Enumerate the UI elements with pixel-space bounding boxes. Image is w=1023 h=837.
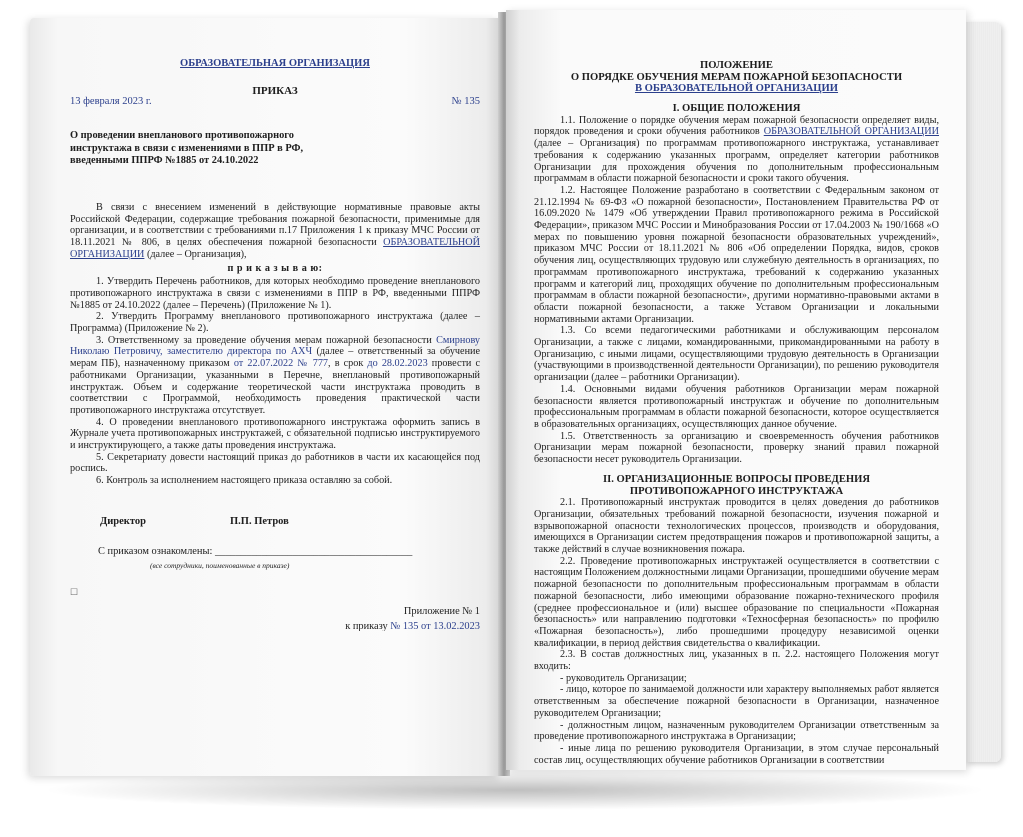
item3-text: , в срок	[328, 358, 364, 370]
title-org: В ОБРАЗОВАТЕЛЬНОЙ ОРГАНИЗАЦИИ	[634, 83, 839, 94]
para-1-3: 1.3. Со всеми педагогическими работниками и обслуживающим персоналом Организации, а также с лицами, командированными, прикомандированными на работу в Организацию, с иными лицами, осуществляющими трудовую деятельность в Организации (участвующими в производственной деятельности Организации), по решению руководителя организации (далее – работники Организации).	[534, 325, 939, 384]
para-1-1	[534, 115, 939, 185]
director-name: П.П. Петров	[230, 516, 289, 527]
appointment-order: от 22.07.2022 № 777	[233, 358, 329, 370]
order-word: п р и к а з ы в а ю:	[227, 262, 323, 274]
appendix-ref	[70, 621, 480, 631]
subject-line: О проведении внепланового противопожарного	[70, 130, 294, 141]
page-stack	[965, 22, 1001, 762]
regulation-body	[534, 103, 939, 766]
para-text: (далее – Организация) по программам противопожарного инструктажа, устанавливает требования к содержанию указанных программ, определяет категории работников Организации для прохождения обучения по дополнительным профессиональным программам в области пожарной безопасности и сроки такого обучения.	[534, 138, 939, 185]
left-page	[30, 18, 500, 776]
section-2-heading-line2: ПРОТИВОПОЖАРНОГО ИНСТРУКТАЖА	[629, 485, 844, 497]
order-subject	[70, 130, 480, 168]
para-2-3: 2.3. В состав должностных лиц, указанных в п. 2.2. настоящего Положения могут входить:	[534, 649, 939, 673]
para-2-2: 2.2. Проведение противопожарных инструктажей осуществляется в соответствии с настоящим Положением должностными лицами Организации, прошедшими обучение мерам пожарной безопасности по дополнительным профессиональным программам в области пожарной безопасности, либо имеющими образование пожарно-технического профиля (среднее профессиональное и (или) высшее образование по специальности «Пожарная безопасность» или направлению подготовки «Техносферная безопасность» по профилю «Пожарная безопасность»), либо прошедшими процедуру независимой оценки квалификации, в период действия свидетельства о квалификации.	[534, 555, 939, 649]
intro-paragraph	[70, 202, 480, 261]
para-1-4: 1.4. Основными видами обучения работников Организации мерам пожарной безопасности является противопожарный инструктаж и обучение по дополнительным профессиональным программам в области пожарной безопасности, которое осуществляется в образовательных организациях, осуществляющих данное обучение.	[534, 383, 939, 430]
acquainted-note: (все сотрудники, поименованные в приказе)	[150, 561, 290, 570]
title-line: ПОЛОЖЕНИЕ	[700, 60, 773, 71]
para-1-5: 1.5. Ответственность за организацию и своевременность обучения работников Организации мерам пожарной безопасности, проверку знаний правил пожарной безопасности несет руководитель Организации.	[534, 430, 939, 466]
section-1-heading: I. ОБЩИЕ ПОЛОЖЕНИЯ	[672, 103, 801, 114]
list-item: - руководитель Организации;	[560, 672, 687, 684]
responsible-person: Смирнову Николаю Петровичу, заместителю директора по АХЧ	[70, 334, 480, 358]
org-header: ОБРАЗОВАТЕЛЬНАЯ ОРГАНИЗАЦИЯ	[180, 58, 370, 69]
acquainted-line: С приказом ознакомлены: ______________________________________	[98, 546, 413, 557]
item-3	[70, 335, 480, 417]
director-label: Директор	[100, 516, 146, 527]
list-item: - лицо, которое по занимаемой должности или характеру выполняемых работ является ответственным за обеспечение пожарной безопасности в Организации, назначенное руководителем Организации;	[534, 684, 939, 719]
deadline: до 28.02.2023	[367, 358, 428, 370]
item-4: 4. О проведении внепланового противопожарного инструктажа оформить запись в Журнале учета противопожарных инструктажей, с обязательной подписью инструктируемого и инструктирующего, а также даты проведения инструктажа.	[70, 416, 480, 452]
regulation-title	[534, 60, 939, 95]
order-date: 13 февраля 2023 г.	[70, 96, 152, 107]
book-shadow	[40, 770, 990, 810]
subject-line: инструктажа в связи с изменениями в ППР в РФ,	[70, 142, 304, 154]
order-body	[70, 202, 480, 487]
item3-text: 3. Ответственному за проведение обучения мерам пожарной безопасности	[96, 334, 432, 346]
item3-text: провести с работниками Организации, указанными в Перечне, внеплановый противопожарный инструктаж. Объем и содержание теоретической части инструктажа проводить в соответствии с Программой, необходимость проведения практической части противопожарного инструктажа отсутствует.	[70, 358, 481, 416]
item-1: 1. Утвердить Перечень работников, для которых необходимо проведение внепланового противопожарного инструктажа в связи с изменениями в ППР в РФ, введенными ППРФ №1885 от 24.10.2022 (далее – Перечень) (Приложение № 1).	[70, 276, 480, 311]
list-item: - иные лица по решению руководителя Организации, в этом случае персональный состав лиц, осуществляющих обучение работников Организации в соответствии	[534, 742, 939, 766]
subject-line: введенными ППРФ №1885 от 24.10.2022	[70, 155, 259, 166]
director-signature	[70, 516, 480, 530]
item-2: 2. Утвердить Программу внепланового противопожарного инструктажа (далее – Программа) (Приложение № 2).	[70, 311, 480, 335]
para-1-2: 1.2. Настоящее Положение разработано в соответствии с Федеральным законом от 21.12.1994 № 69-ФЗ «О пожарной безопасности», Постановлением Правительства РФ от 16.09.2020 № 1479 «Об утверждении Правил противопожарного режима в Российской Федерации», приказом МЧС России и Минобразования России от 17.04.2003 № 190/1668 «О мерах по повышению уровня пожарной безопасности образовательных учреждений», приказом МЧС России от 18.11.2021 № 806 «Об определении Порядка, видов, сроков обучения лиц, осуществляющих трудовую или служебную деятельность в организациях, по программам противопожарного инструктажа, требований к содержанию указанных программ и категорий лиц, проходящих обучение по дополнительным профессиональным программам в области пожарной безопасности», другими нормативно-правовыми актами в области пожарной безопасности, а также Уставом Организации и локальными нормативными актами Организации.	[534, 184, 939, 325]
checkbox-icon: ☐	[70, 587, 79, 597]
list-item: - должностным лицом, назначенным руководителем Организации ответственным за проведение противопожарного инструктажа в Организации;	[534, 719, 939, 743]
appendix-ref-number: № 135 от 13.02.2023	[390, 621, 480, 631]
para-2-1: 2.1. Противопожарный инструктаж проводится в целях доведения до работников Организации, обязательных требований пожарной безопасности, изучения пожарной и взрывопожарной опасности технологических процессов, производств и оборудования, имеющихся в Организации систем предотвращения пожаров и противопожарной защиты, а также действий в случае возникновения пожара.	[534, 497, 939, 556]
item3-text: (далее – ответственный за обучение мерам ПБ), назначенному приказом	[70, 346, 480, 370]
order-title: ПРИКАЗ	[252, 85, 298, 97]
para-text: 1.1. Положение о порядке обучения мерам пожарной безопасности определяет виды, порядок проведения и сроки обучения работников	[534, 114, 939, 138]
para-org: ОБРАЗОВАТЕЛЬНОЙ ОРГАНИЗАЦИИ	[763, 126, 940, 138]
section-2-heading: II. ОРГАНИЗАЦИОННЫЕ ВОПРОСЫ ПРОВЕДЕНИЯ	[602, 473, 871, 485]
intro-text-end: (далее – Организация),	[146, 248, 247, 260]
appendix-label: Приложение № 1	[403, 606, 480, 617]
item-6: 6. Контроль за исполнением настоящего приказа оставляю за собой.	[96, 475, 393, 487]
item-5: 5. Секретариату довести настоящий приказ до работников в части их касающейся под роспись.	[70, 451, 480, 475]
date-number-row	[70, 96, 480, 110]
intro-org: ОБРАЗОВАТЕЛЬНОЙ ОРГАНИЗАЦИИ	[70, 237, 480, 260]
title-line: О ПОРЯДКЕ ОБУЧЕНИЯ МЕРАМ ПОЖАРНОЙ БЕЗОПАСНОСТИ	[570, 71, 903, 83]
appendix-ref-text: к приказу	[345, 621, 388, 631]
right-page	[506, 10, 966, 770]
order-number: № 135	[451, 96, 480, 107]
intro-text: В связи с внесением изменений в действующие нормативные правовые акты Российской Федерации, содержащие требования пожарной безопасности, применимые для организации, и в соответствии с требованиями п.17 Приложения 1 к приказу МЧС России от 18.11.2021 № 806, в целях обеспечения пожарной безопасности	[70, 202, 480, 249]
